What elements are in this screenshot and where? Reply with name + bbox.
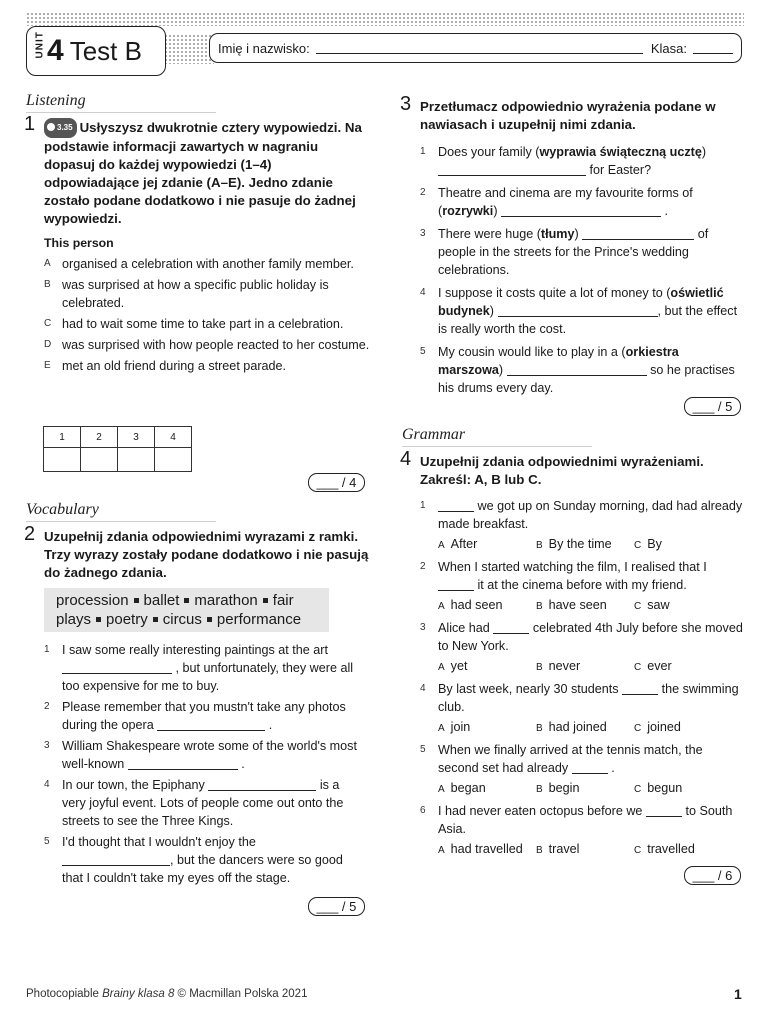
answer-blank[interactable] [438, 164, 586, 176]
list-item: 3 Alice had celebrated 4th July before she moved to New York. A yet B never C ever [420, 619, 744, 677]
task-4 [400, 448, 744, 489]
grid-header: 2 [81, 427, 118, 448]
answer-grid [43, 426, 192, 472]
list-item: 6 I had never eaten octopus before we to South Asia. A had travelled B travel C travelled [420, 802, 744, 860]
word-option: marathon [194, 592, 258, 609]
footer-title: Brainy klasa 8 [102, 988, 175, 1000]
answer-options [438, 840, 744, 860]
answer-options [438, 535, 744, 555]
option-a[interactable]: A had seen [438, 598, 503, 612]
word-option: plays [56, 611, 92, 628]
task-instruction: Przetłumacz odpowiednio wyrażenia podane w nawiasach i uzupełnij nimi zdania. [420, 99, 716, 132]
option-c[interactable]: C ever [634, 659, 672, 673]
student-info-box [209, 33, 742, 63]
answer-blank[interactable] [572, 762, 608, 774]
list-item: 1 we got up on Sunday morning, dad had already made breakfast. A After B By the time C By [420, 497, 744, 555]
word-option: fair [272, 592, 294, 609]
option-b[interactable]: B had joined [536, 720, 607, 734]
footer-copyright: © Macmillan Polska 2021 [177, 988, 308, 1000]
option-b[interactable]: B travel [536, 842, 580, 856]
list-item: E met an old friend during a street parade. [44, 359, 287, 373]
option-c[interactable]: C By [634, 537, 662, 551]
list-item: 1 I saw some really interesting paintings at the art , but unfortunately, they were all too expensive for me to buy. [44, 643, 354, 693]
word-box [44, 588, 329, 632]
option-a[interactable]: A began [438, 781, 486, 795]
list-item: 5 My cousin would like to play in a (orkiestra marszowa) so he practises his drums every day. [420, 345, 735, 395]
list-item: 3 There were huge (tłumy) of people in the streets for the Prince's wedding celebrations. [420, 227, 709, 277]
answer-blank[interactable] [128, 758, 238, 770]
footer-prefix: Photocopiable [26, 988, 99, 1000]
option-b[interactable]: B By the time [536, 537, 612, 551]
answer-blank[interactable] [507, 364, 647, 376]
answer-blank[interactable] [157, 719, 265, 731]
answer-blank[interactable] [498, 305, 658, 317]
section-title-listening: Listening [26, 92, 216, 113]
section-title-vocabulary: Vocabulary [26, 501, 216, 522]
section-title-grammar: Grammar [402, 426, 592, 447]
word-option: performance [216, 611, 302, 628]
option-a[interactable]: A had travelled [438, 842, 523, 856]
task-number: 3 [400, 93, 412, 115]
answer-blank[interactable] [501, 205, 661, 217]
answer-blank[interactable] [62, 662, 172, 674]
unit-badge [26, 26, 166, 76]
task-3-items [420, 140, 744, 397]
answer-blank[interactable] [493, 622, 529, 634]
task-number: 2 [24, 523, 36, 545]
task-2 [24, 523, 370, 582]
answer-blank[interactable] [438, 500, 474, 512]
answer-options [438, 718, 744, 738]
list-item: 2 Theatre and cinema are my favourite forms of (rozrywki) . [420, 186, 693, 218]
grid-header: 4 [155, 427, 192, 448]
option-c[interactable]: C joined [634, 720, 681, 734]
header-dot-band [26, 12, 744, 26]
task-4-items [420, 494, 744, 860]
word-option: ballet [143, 592, 180, 609]
option-a[interactable]: A After [438, 537, 478, 551]
list-item: 2 When I started watching the film, I realised that I it at the cinema before with my friend. A had seen B have seen C saw [420, 558, 744, 616]
footer [26, 988, 307, 1000]
task-lead: This person [44, 236, 114, 250]
task-2-items [44, 638, 366, 887]
task-number: 4 [400, 448, 412, 470]
grid-header: 3 [118, 427, 155, 448]
list-item: 3 William Shakespeare wrote some of the world's most well-known . [44, 739, 357, 771]
option-c[interactable]: C travelled [634, 842, 695, 856]
unit-number: 4 [47, 34, 64, 67]
answer-blank[interactable] [208, 779, 316, 791]
score-box: ___ / 6 [684, 866, 741, 885]
answer-options [438, 779, 744, 799]
list-item: D was surprised with how people reacted to her costume. [44, 338, 370, 352]
answer-cell[interactable] [44, 448, 81, 472]
class-label: Klasa: [650, 40, 687, 56]
list-item: 2 Please remember that you mustn't take any photos during the opera . [44, 700, 346, 732]
word-option: circus [162, 611, 202, 628]
list-item: 5 I'd thought that I wouldn't enjoy the , but the dancers were so good that I couldn't take my eyes off the stage. [44, 835, 343, 885]
option-b[interactable]: B begin [536, 781, 580, 795]
answer-blank[interactable] [438, 579, 474, 591]
name-label: Imię i nazwisko: [218, 40, 310, 56]
list-item: C had to wait some time to take part in a celebration. [44, 317, 344, 331]
list-item: A organised a celebration with another family member. [44, 257, 354, 271]
list-item: 4 I suppose it costs quite a lot of money to (oświetlić budynek) , but the effect is really worth the cost. [420, 286, 738, 336]
score-box: ___ / 5 [308, 897, 365, 916]
answer-blank[interactable] [646, 805, 682, 817]
score-box: ___ / 4 [308, 473, 365, 492]
page-number: 1 [734, 986, 742, 1002]
answer-options [438, 657, 744, 677]
unit-label: UNIT [34, 30, 46, 58]
option-b[interactable]: B never [536, 659, 581, 673]
task-instruction: Usłyszysz dwukrotnie cztery wypowiedzi. Na podstawie informacji zawartych w nagraniu dopasuj do każdej wypowiedzi (1–4) odpowiadające jej zdanie (A–E). Jedno zdanie zostało podane dodatkowo i nie pasuje do żadnej wypowiedzi. [44, 120, 362, 226]
score-box: ___ / 5 [684, 397, 741, 416]
option-c[interactable]: C begun [634, 781, 683, 795]
task-instruction: Uzupełnij zdania odpowiednimi wyrażeniami. Zakreśl: A, B lub C. [420, 454, 704, 487]
answer-blank[interactable] [622, 683, 658, 695]
option-a[interactable]: A join [438, 720, 471, 734]
word-option: procession [56, 592, 129, 609]
task-1 [24, 113, 370, 375]
test-title: Test B [69, 36, 142, 66]
name-field[interactable] [316, 42, 643, 54]
class-field[interactable] [693, 42, 733, 54]
cd-icon [47, 123, 55, 131]
list-item: 4 In our town, the Epiphany is a very joyful event. Lots of people come out onto the streets to see the Three Kings. [44, 778, 344, 828]
list-item: B was surprised at how a specific public holiday is celebrated. [44, 278, 329, 310]
answer-cell[interactable] [81, 448, 118, 472]
list-item: 5 When we finally arrived at the tennis match, the second set had already . A began B begin C begun [420, 741, 744, 799]
answer-blank[interactable] [582, 228, 694, 240]
answer-cell[interactable] [155, 448, 192, 472]
audio-track-badge: 3.35 [44, 118, 77, 138]
list-item: 4 By last week, nearly 30 students the swimming club. A join B had joined C joined [420, 680, 744, 738]
task-instruction: Uzupełnij zdania odpowiednimi wyrazami z ramki. Trzy wyrazy zostały podane dodatkowo i nie pasują do żadnego zdania. [44, 529, 369, 580]
grid-header: 1 [44, 427, 81, 448]
task-3 [400, 93, 744, 134]
option-a[interactable]: A yet [438, 659, 468, 673]
word-option: poetry [106, 611, 148, 628]
option-b[interactable]: B have seen [536, 598, 607, 612]
answer-blank[interactable] [62, 854, 170, 866]
list-item: 1 Does your family (wyprawia świąteczną ucztę) for Easter? [420, 145, 707, 177]
option-c[interactable]: C saw [634, 598, 670, 612]
answer-cell[interactable] [118, 448, 155, 472]
answer-options [438, 596, 744, 616]
header-dot-band [164, 34, 214, 64]
task-number: 1 [24, 113, 36, 135]
